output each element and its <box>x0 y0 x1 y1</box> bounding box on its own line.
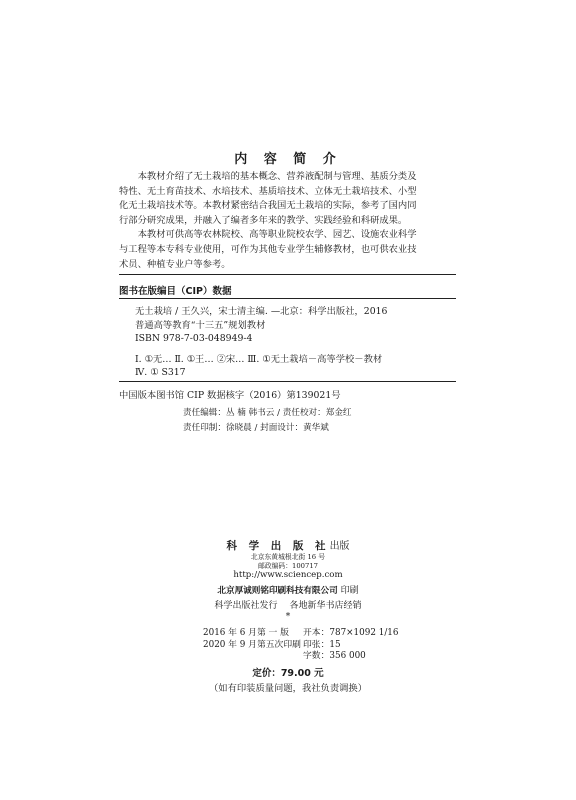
cip-line-series: 普通高等教育“十三五”规划教材 <box>135 319 266 331</box>
publisher-name-bold: 科 学 出 版 社 <box>226 540 330 552</box>
intro-line: 术员、种植专业户等参考。 <box>119 258 231 270</box>
cip-line-isbn: ISBN 978-7-03-048949-4 <box>135 333 253 345</box>
intro-line: 行部分研究成果，并融入了编者多年来的教学、实践经验和科研成果。 <box>119 214 408 226</box>
cip-number: 中国版本图书馆 CIP 数据核字（2016）第139021号 <box>119 390 341 401</box>
latest-printing: 2020 年 9 月第五次印刷 <box>203 639 301 650</box>
divider-cip <box>119 298 456 299</box>
publisher-address: 北京东黄城根北街 16 号 <box>250 553 326 561</box>
intro-line: 化无土栽培技术等。本教材紧密结合我国无土栽培的实际，参考了国内同 <box>119 200 417 212</box>
separator-star: * <box>285 612 291 622</box>
printed-sheets: 印张：15 <box>303 639 341 650</box>
price: 定价：79.00 元 <box>252 668 324 679</box>
credits <box>183 406 352 436</box>
divider-cip-number <box>119 381 456 382</box>
publisher-name-suffix: 出版 <box>329 541 350 552</box>
printer-suffix: 印刷 <box>340 586 359 596</box>
intro-line: 特性、无土育苗技术、水培技术、基质培技术、立体无土栽培技术、小型 <box>119 185 417 197</box>
printer-name: 北京厚诚则铭印刷科技有限公司 <box>217 586 338 596</box>
cip-line-classification: Ⅳ. ① S317 <box>135 367 186 379</box>
distributor: 科学出版社发行 <box>214 601 278 611</box>
first-edition: 2016 年 6 月第 一 版 <box>203 628 289 638</box>
sellers: 各地新华书店经销 <box>289 601 362 611</box>
cip-line-title: 无土栽培 / 王久兴，宋士清主编. —北京：科学出版社，2016 <box>135 306 388 317</box>
distribution <box>0 598 576 611</box>
credits-production: 责任印制：徐晓晨 / 封面设计：黄华斌 <box>183 423 329 433</box>
cip-data <box>135 305 387 380</box>
edition-info <box>203 628 399 663</box>
cip-heading: 图书在版编目（CIP）数据 <box>119 286 232 297</box>
divider-top <box>119 274 456 275</box>
intro-line: 本教材介绍了无土栽培的基本概念、营养液配制与管理、基质分类及 <box>137 171 417 182</box>
page-title: 内 容 简 介 <box>234 152 342 167</box>
intro-text <box>119 170 456 272</box>
book-format: 开本：787×1092 1/16 <box>303 628 399 638</box>
quality-notice: （如有印装质量问题，我社负责调换） <box>208 683 368 694</box>
cip-line-subjects: Ⅰ. ①无… Ⅱ. ①王… ②宋… Ⅲ. ①无土栽培－高等学校－教材 <box>135 353 383 365</box>
intro-line: 与工程等本专科专业使用，可作为其他专业学生辅修教材，也可供农业技 <box>119 243 417 255</box>
publisher-postcode: 邮政编码：100717 <box>258 562 318 570</box>
intro-line: 本教材可供高等农林院校、高等职业院校农学、园艺、设施农业科学 <box>137 229 417 241</box>
credits-editors: 责任编辑：丛 楠 韩书云 / 责任校对：郑金红 <box>183 408 352 418</box>
printer <box>0 583 576 596</box>
publisher-url: http://www.sciencep.com <box>233 570 343 580</box>
word-count: 字数：356 000 <box>303 651 366 661</box>
